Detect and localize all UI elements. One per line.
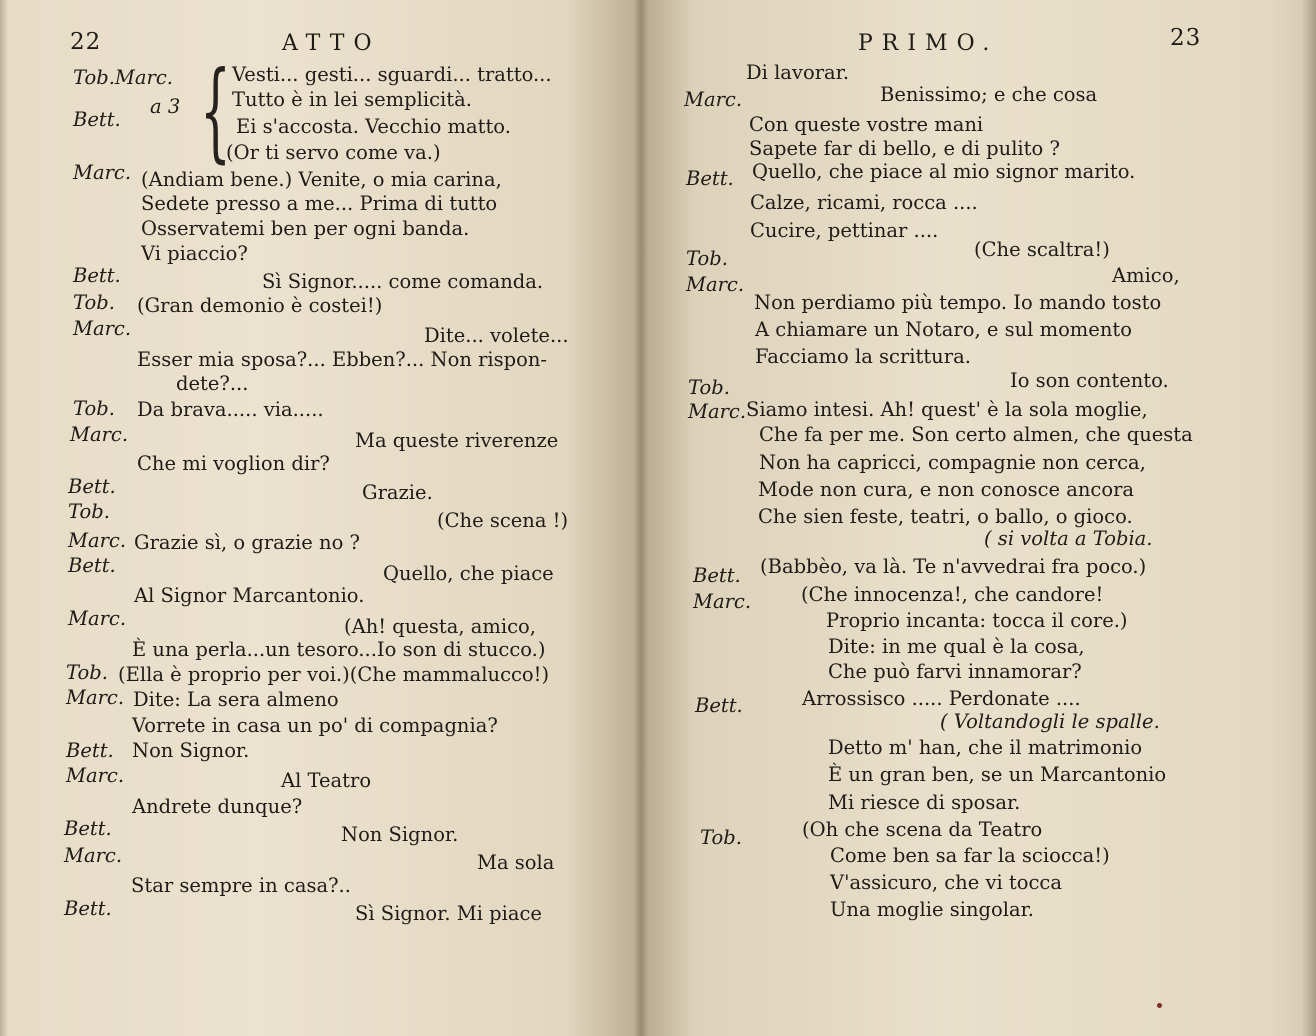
ink-spot — [1157, 1003, 1162, 1008]
dialogue-line: Facciamo la scrittura. — [755, 345, 971, 368]
dialogue-line: (Or ti servo come va.) — [226, 141, 441, 164]
dialogue-line: Che sien feste, teatri, o ballo, o gioco. — [758, 505, 1133, 528]
running-head-right: PRIMO. — [858, 31, 999, 56]
speaker-label: Marc. — [693, 590, 752, 613]
left-page-edge — [0, 0, 8, 1036]
dialogue-line: Grazie sì, o grazie no ? — [134, 531, 360, 554]
speaker-label: Bett. — [695, 694, 743, 717]
speaker-label: Marc. — [70, 423, 129, 446]
speaker-label: Marc. — [688, 400, 747, 423]
dialogue-line: Quello, che piace — [383, 562, 554, 585]
speaker-label: Bett. — [64, 817, 112, 840]
page-number-left: 22 — [70, 29, 102, 55]
running-head-left: ATTO — [282, 31, 381, 56]
dialogue-line: Non Signor. — [341, 823, 459, 846]
speaker-label: Tob. — [700, 826, 742, 849]
speaker-label: Bett. — [64, 897, 112, 920]
dialogue-line: Proprio incanta: tocca il core.) — [826, 609, 1128, 632]
dialogue-line: Arrossisco ..... Perdonate .... — [802, 687, 1081, 710]
dialogue-line: Osservatemi ben per ogni banda. — [141, 217, 470, 240]
dialogue-line: Non perdiamo più tempo. Io mando tosto — [754, 291, 1162, 314]
dialogue-line: (Andiam bene.) Venite, o mia carina, — [141, 168, 502, 191]
speaker-label: Marc. — [64, 844, 123, 867]
dialogue-line: Che fa per me. Son certo almen, che questa — [759, 423, 1193, 446]
dialogue-line: Non ha capricci, compagnie non cerca, — [759, 451, 1146, 474]
dialogue-line: V'assicuro, che vi tocca — [830, 871, 1062, 894]
dialogue-line: È una perla...un tesoro...Io son di stucco.) — [132, 638, 546, 661]
dialogue-line: (Oh che scena da Teatro — [802, 818, 1043, 841]
speaker-label: Tob. — [68, 500, 110, 523]
dialogue-line: (Che scaltra!) — [974, 238, 1110, 261]
stage-direction: ( Voltandogli le spalle. — [940, 710, 1160, 733]
dialogue-line: Di lavorar. — [746, 61, 850, 84]
speaker-label: Tob. — [66, 661, 108, 684]
page-number-right: 23 — [1170, 25, 1202, 51]
speaker-label: Marc. — [68, 607, 127, 630]
speaker-label: Marc. — [684, 88, 743, 111]
dialogue-line: Benissimo; e che cosa — [880, 83, 1098, 106]
speaker-label: Tob.Marc. — [73, 66, 173, 89]
dialogue-line: Dite... volete... — [424, 324, 569, 347]
dialogue-line: Dite: La sera almeno — [133, 688, 339, 711]
dialogue-line: Mi riesce di sposar. — [828, 791, 1021, 814]
dialogue-line: Sì Signor..... come comanda. — [262, 270, 544, 293]
speaker-label: Marc. — [73, 317, 132, 340]
dialogue-line: dete?... — [176, 372, 249, 395]
dialogue-line: Non Signor. — [132, 739, 250, 762]
dialogue-line: Quello, che piace al mio signor marito. — [752, 160, 1136, 183]
speaker-label: Marc. — [686, 273, 745, 296]
left-page — [0, 0, 642, 1036]
dialogue-line: Con queste vostre mani — [749, 113, 984, 136]
speaker-label: Marc. — [73, 161, 132, 184]
dialogue-line: Sapete far di bello, e di pulito ? — [749, 137, 1060, 160]
speaker-label: Tob. — [73, 291, 115, 314]
speaker-label: Marc. — [68, 529, 127, 552]
speaker-label: Bett. — [68, 475, 116, 498]
dialogue-line: Dite: in me qual è la cosa, — [828, 635, 1085, 658]
dialogue-line: Grazie. — [362, 481, 433, 504]
dialogue-line: (Che scena !) — [437, 509, 569, 532]
dialogue-line: Calze, ricami, rocca .... — [750, 191, 978, 214]
dialogue-line: Mode non cura, e non conosce ancora — [758, 478, 1135, 501]
dialogue-line: A chiamare un Notaro, e sul momento — [755, 318, 1132, 341]
dialogue-line: Andrete dunque? — [132, 795, 303, 818]
voices-marker: a 3 — [150, 95, 181, 118]
speaker-label: Bett. — [73, 108, 121, 131]
dialogue-line: Sì Signor. Mi piace — [355, 902, 542, 925]
dialogue-line: Vesti... gesti... sguardi... tratto... — [232, 63, 552, 86]
speaker-label: Bett. — [73, 264, 121, 287]
dialogue-line: Da brava..... via..... — [137, 398, 324, 421]
speaker-label: Marc. — [66, 764, 125, 787]
right-page-edge — [1302, 0, 1316, 1036]
dialogue-line: È un gran ben, se un Marcantonio — [828, 763, 1167, 786]
dialogue-line: Come ben sa far la sciocca!) — [830, 844, 1110, 867]
dialogue-line: Detto m' han, che il matrimonio — [828, 736, 1143, 759]
dialogue-line: Ei s'accosta. Vecchio matto. — [236, 115, 511, 138]
dialogue-line: Amico, — [1112, 264, 1180, 287]
dialogue-line: Esser mia sposa?... Ebben?... Non rispon- — [137, 348, 548, 371]
dialogue-line: Siamo intesi. Ah! quest' è la sola moglie, — [746, 398, 1148, 421]
speaker-label: Tob. — [73, 397, 115, 420]
dialogue-line: Vorrete in casa un po' di compagnia? — [132, 714, 498, 737]
dialogue-line: Star sempre in casa?.. — [131, 874, 351, 897]
speaker-label: Tob. — [688, 376, 730, 399]
speaker-label: Bett. — [66, 739, 114, 762]
dialogue-line: Che può farvi innamorar? — [828, 660, 1082, 683]
dialogue-line: (Gran demonio è costei!) — [137, 294, 383, 317]
dialogue-line: (Ella è proprio per voi.)(Che mammalucco!) — [118, 663, 550, 686]
dialogue-line: Ma queste riverenze — [355, 429, 559, 452]
book-gutter — [634, 0, 648, 1036]
speaker-label: Bett. — [693, 564, 741, 587]
speaker-label: Marc. — [66, 686, 125, 709]
dialogue-line: Tutto è in lei semplicità. — [232, 88, 472, 111]
stage-direction: ( si volta a Tobia. — [984, 527, 1153, 550]
dialogue-line: Che mi voglion dir? — [137, 452, 330, 475]
trio-brace: { — [200, 49, 231, 174]
speaker-label: Tob. — [686, 247, 728, 270]
dialogue-line: Al Signor Marcantonio. — [134, 584, 365, 607]
dialogue-line: Al Teatro — [281, 769, 372, 792]
dialogue-line: Vi piaccio? — [141, 242, 248, 265]
dialogue-line: Una moglie singolar. — [830, 898, 1035, 921]
dialogue-line: (Ah! questa, amico, — [344, 615, 536, 638]
speaker-label: Bett. — [68, 554, 116, 577]
right-page — [642, 0, 1316, 1036]
dialogue-line: Ma sola — [477, 851, 555, 874]
dialogue-line: Sedete presso a me... Prima di tutto — [141, 192, 498, 215]
dialogue-line: Cucire, pettinar .... — [750, 219, 939, 242]
dialogue-line: (Babbèo, va là. Te n'avvedrai fra poco.) — [760, 555, 1147, 578]
dialogue-line: Io son contento. — [1010, 369, 1169, 392]
speaker-label: Bett. — [686, 167, 734, 190]
dialogue-line: (Che innocenza!, che candore! — [801, 583, 1104, 606]
